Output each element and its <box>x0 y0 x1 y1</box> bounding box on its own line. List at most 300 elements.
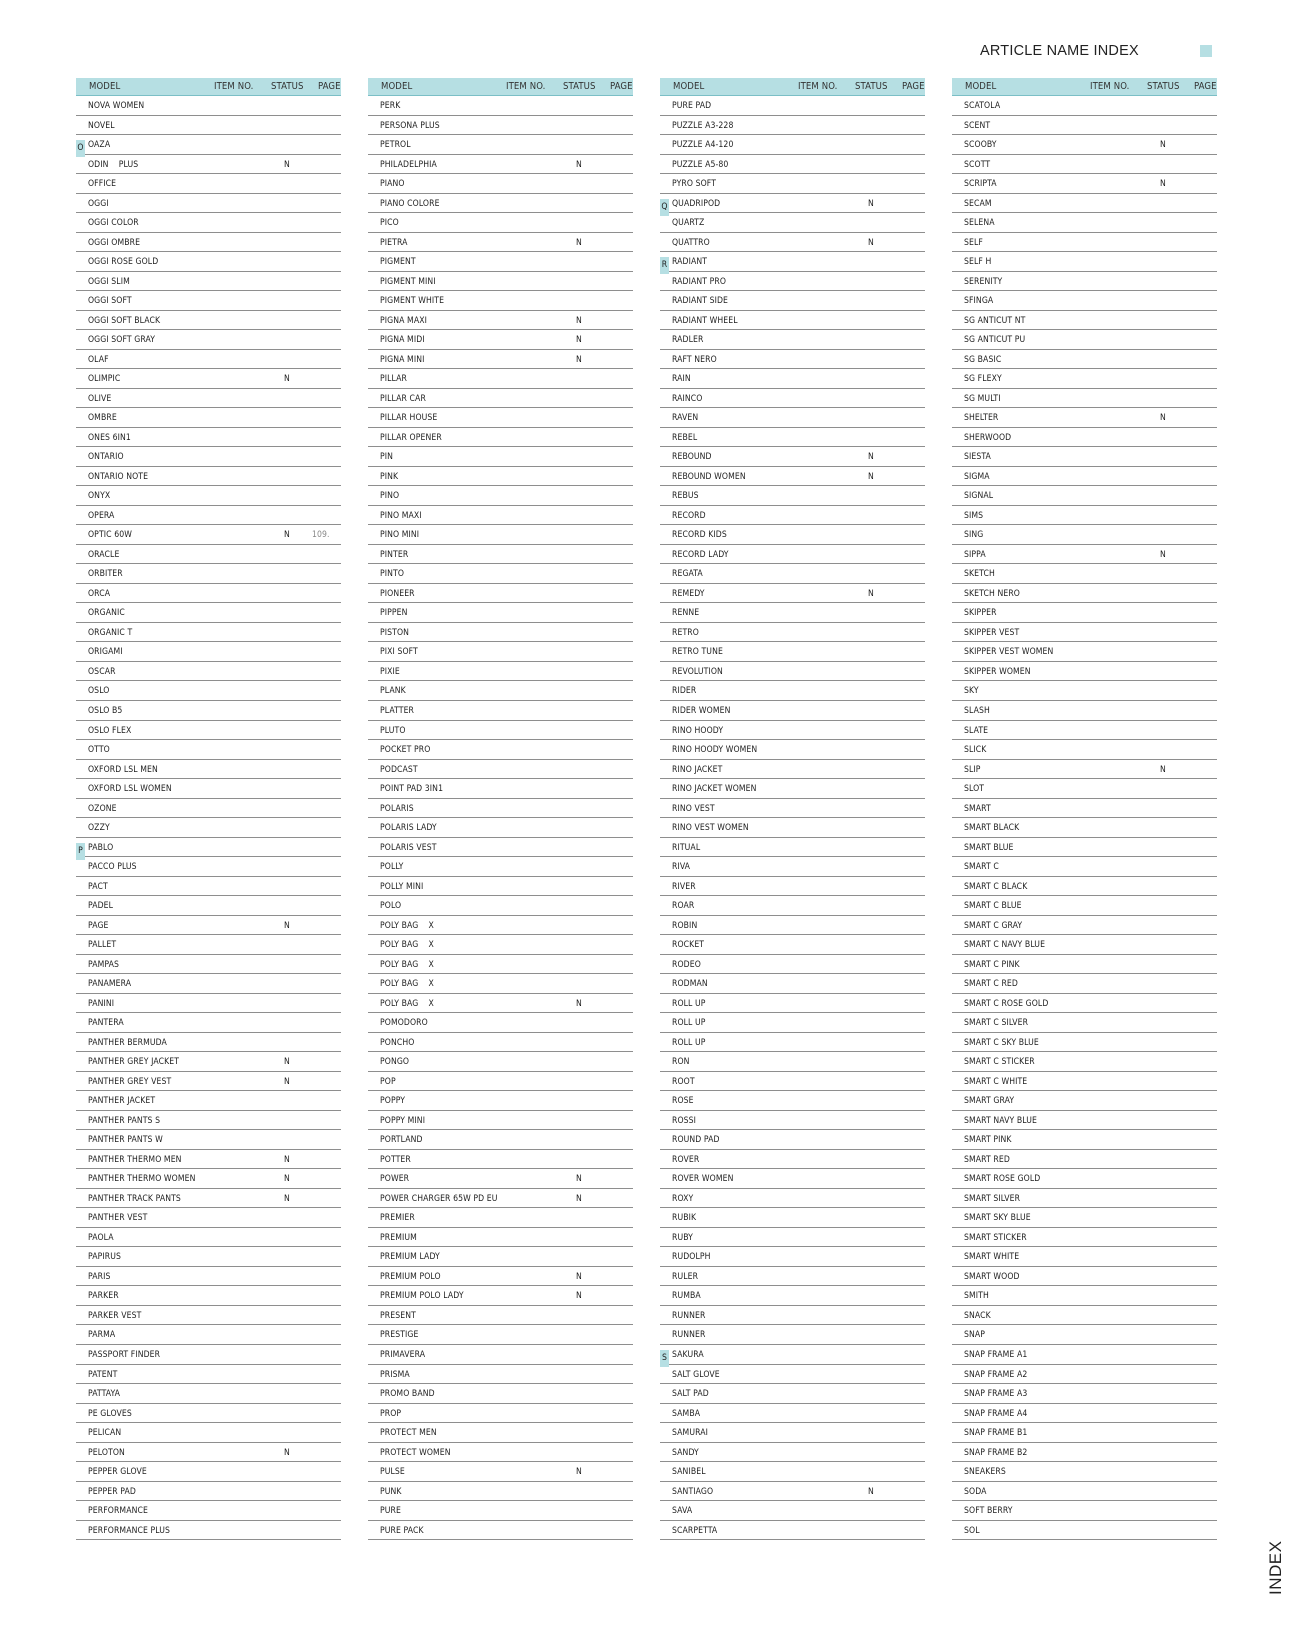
index-row <box>76 603 341 623</box>
index-row <box>952 681 1217 701</box>
index-row <box>952 369 1217 389</box>
index-row <box>76 1365 341 1385</box>
index-row <box>660 1482 925 1502</box>
index-row <box>660 1521 925 1541</box>
index-row <box>952 233 1217 253</box>
model-name: SANDY <box>672 1447 699 1458</box>
model-name: OGGI COLOR <box>88 218 139 229</box>
model-name: PINO MINI <box>380 530 420 541</box>
model-name: PAGE <box>88 920 109 931</box>
model-name: PIXIE <box>380 666 400 677</box>
model-name: OLIMPIC <box>88 374 121 385</box>
index-row <box>76 213 341 233</box>
model-name: PINTER <box>380 549 409 560</box>
model-name: PUZZLE A3-228 <box>672 120 734 131</box>
model-name: PUZZLE A4-120 <box>672 140 734 151</box>
model-name: POINT PAD 3IN1 <box>380 784 444 795</box>
model-name: SLATE <box>964 725 989 736</box>
index-row <box>368 369 633 389</box>
model-name: POLY BAG X <box>380 940 434 951</box>
index-row <box>76 233 341 253</box>
index-row <box>952 877 1217 897</box>
model-name: SMART PINK <box>964 1135 1012 1146</box>
model-name: PARMA <box>88 1330 116 1341</box>
model-name: SMART STICKER <box>964 1232 1027 1243</box>
section-letter: S <box>660 1350 669 1367</box>
model-name: SMART C STICKER <box>964 1057 1035 1068</box>
index-row <box>952 1072 1217 1092</box>
model-name: POLLY MINI <box>380 881 424 892</box>
index-row <box>368 662 633 682</box>
index-row <box>952 311 1217 331</box>
model-name: PILLAR OPENER <box>380 432 442 443</box>
header-item-no: ITEM NO. <box>1090 81 1130 92</box>
index-row <box>952 1208 1217 1228</box>
model-name: PUZZLE A5-80 <box>672 159 729 170</box>
model-name: SKIPPER WOMEN <box>964 666 1031 677</box>
index-row <box>76 1150 341 1170</box>
model-name: RADIANT WHEEL <box>672 315 738 326</box>
index-row <box>660 974 925 994</box>
model-name: OLAF <box>88 354 109 365</box>
model-name: PIGNA MINI <box>380 354 425 365</box>
model-name: ONES 6IN1 <box>88 432 131 443</box>
index-row <box>76 1052 341 1072</box>
model-name: PINK <box>380 471 399 482</box>
model-name: RUDOLPH <box>672 1252 711 1263</box>
index-row <box>952 1462 1217 1482</box>
model-name: PANTHER GREY VEST <box>88 1076 172 1087</box>
model-name: RECORD KIDS <box>672 530 727 541</box>
model-name: SKIPPER VEST WOMEN <box>964 647 1054 658</box>
index-row <box>368 135 633 155</box>
model-name: PETROL <box>380 140 411 151</box>
model-name: SCARPETTA <box>672 1525 718 1536</box>
status-value: N <box>576 335 582 346</box>
model-name: ROSSI <box>672 1115 697 1126</box>
model-name: PIGMENT MINI <box>380 276 436 287</box>
index-row <box>76 1286 341 1306</box>
index-row <box>368 116 633 136</box>
index-row <box>76 1013 341 1033</box>
model-name: RADIANT SIDE <box>672 296 729 307</box>
index-row <box>660 1169 925 1189</box>
index-row <box>368 1325 633 1345</box>
index-row <box>952 1169 1217 1189</box>
index-row <box>76 779 341 799</box>
index-row <box>76 408 341 428</box>
index-row <box>660 408 925 428</box>
model-name: POLARIS <box>380 803 414 814</box>
model-name: ORGANIC <box>88 608 125 619</box>
model-name: SKIPPER VEST <box>964 627 1020 638</box>
index-row <box>952 1306 1217 1326</box>
model-name: POLLY <box>380 862 404 873</box>
index-row <box>952 291 1217 311</box>
model-name: RINO HOODY WOMEN <box>672 745 758 756</box>
index-row <box>76 1462 341 1482</box>
header-model: MODEL <box>673 81 705 92</box>
model-name: SMART ROSE GOLD <box>964 1174 1041 1185</box>
status-value: N <box>284 1447 290 1458</box>
model-name: POLY BAG X <box>380 979 434 990</box>
index-row <box>952 1150 1217 1170</box>
index-row <box>660 1130 925 1150</box>
model-name: PLATTER <box>380 705 415 716</box>
index-row <box>952 1365 1217 1385</box>
index-row <box>660 1013 925 1033</box>
index-row <box>952 116 1217 136</box>
index-row <box>76 955 341 975</box>
status-value: N <box>576 1467 582 1478</box>
model-name: PEPPER PAD <box>88 1486 136 1497</box>
index-column-3 <box>660 78 925 1540</box>
model-name: POMODORO <box>380 1018 428 1029</box>
model-name: POP <box>380 1076 396 1087</box>
index-row <box>660 213 925 233</box>
model-name: SALT PAD <box>672 1389 709 1400</box>
index-row <box>76 1091 341 1111</box>
index-row <box>660 955 925 975</box>
model-name: SG MULTI <box>964 393 1001 404</box>
model-name: ROOT <box>672 1076 695 1087</box>
model-name: PANTHER JACKET <box>88 1096 156 1107</box>
model-name: SING <box>964 530 984 541</box>
model-name: OFFICE <box>88 179 117 190</box>
model-name: PIONEER <box>380 588 415 599</box>
index-row <box>368 1482 633 1502</box>
model-name: RAFT NERO <box>672 354 717 365</box>
index-row <box>952 1501 1217 1521</box>
index-row <box>660 252 925 272</box>
index-row <box>952 1033 1217 1053</box>
index-row <box>952 1404 1217 1424</box>
model-name: PURE <box>380 1506 401 1517</box>
index-row <box>952 389 1217 409</box>
model-name: PIN <box>380 452 394 463</box>
index-row <box>660 1247 925 1267</box>
index-row <box>368 1228 633 1248</box>
model-name: PANTERA <box>88 1018 124 1029</box>
model-name: SMART NAVY BLUE <box>964 1115 1037 1126</box>
index-row <box>76 291 341 311</box>
index-row <box>952 1247 1217 1267</box>
model-name: PIGNA MAXI <box>380 315 427 326</box>
index-row <box>952 740 1217 760</box>
index-row <box>368 272 633 292</box>
index-row <box>368 389 633 409</box>
model-name: PREMIUM POLO LADY <box>380 1291 464 1302</box>
model-name: SANIBEL <box>672 1467 706 1478</box>
model-name: PRIMAVERA <box>380 1350 426 1360</box>
model-name: PACT <box>88 881 108 892</box>
model-name: OSCAR <box>88 666 116 677</box>
model-name: ROLL UP <box>672 1037 706 1048</box>
model-name: OGGI SOFT <box>88 296 132 307</box>
index-row <box>76 623 341 643</box>
index-row <box>660 291 925 311</box>
model-name: PLANK <box>380 686 406 697</box>
status-value: N <box>868 452 874 463</box>
model-name: PIETRA <box>380 237 408 248</box>
index-row <box>76 1443 341 1463</box>
index-row <box>368 155 633 175</box>
model-name: RETRO TUNE <box>672 647 723 658</box>
model-name: OGGI OMBRE <box>88 237 141 248</box>
index-row <box>76 1325 341 1345</box>
model-name: PINO MAXI <box>380 510 422 521</box>
model-name: OSLO FLEX <box>88 725 132 736</box>
model-name: SIPPA <box>964 549 986 560</box>
model-name: NOVEL <box>88 120 115 131</box>
model-name: PINO <box>380 491 400 502</box>
model-name: PANTHER TRACK PANTS <box>88 1193 181 1204</box>
status-value: N <box>284 1174 290 1185</box>
model-name: NOVA WOMEN <box>88 101 145 111</box>
column-header <box>76 78 341 96</box>
index-row <box>76 818 341 838</box>
model-name: PILLAR CAR <box>380 393 426 404</box>
header-page: PAGE <box>902 81 925 92</box>
header-status: STATUS <box>563 81 596 92</box>
model-name: QUADRIPOD <box>672 198 721 209</box>
model-name: SAMURAI <box>672 1428 708 1439</box>
model-name: POLO <box>380 901 402 912</box>
index-row <box>952 974 1217 994</box>
model-name: ROAR <box>672 901 695 912</box>
model-name: ORACLE <box>88 549 120 560</box>
model-name: ROVER <box>672 1154 700 1165</box>
index-row <box>368 506 633 526</box>
status-value: N <box>284 1193 290 1204</box>
index-row <box>76 1130 341 1150</box>
index-row <box>660 1345 925 1365</box>
model-name: PILLAR HOUSE <box>380 413 438 424</box>
index-row <box>368 330 633 350</box>
model-name: PERFORMANCE PLUS <box>88 1525 171 1536</box>
model-name: SIESTA <box>964 452 991 463</box>
index-row <box>952 896 1217 916</box>
index-row <box>952 935 1217 955</box>
status-value: N <box>868 471 874 482</box>
model-name: PERSONA PLUS <box>380 120 440 131</box>
index-row <box>952 1443 1217 1463</box>
model-name: SOFT BERRY <box>964 1506 1013 1517</box>
model-name: SECAM <box>964 198 992 209</box>
model-name: RUBY <box>672 1232 693 1243</box>
model-name: PASSPORT FINDER <box>88 1350 161 1360</box>
status-value: N <box>284 1154 290 1165</box>
index-row <box>952 1130 1217 1150</box>
model-name: SNAP FRAME A3 <box>964 1389 1028 1400</box>
status-value: N <box>576 998 582 1009</box>
index-row <box>952 857 1217 877</box>
index-row <box>660 311 925 331</box>
index-row <box>76 799 341 819</box>
index-row <box>660 916 925 936</box>
index-row <box>368 467 633 487</box>
model-name: SMART C BLACK <box>964 881 1028 892</box>
index-row <box>660 838 925 858</box>
model-name: RODMAN <box>672 979 708 990</box>
index-row <box>76 1072 341 1092</box>
model-name: QUARTZ <box>672 218 705 229</box>
header-model: MODEL <box>89 81 121 92</box>
index-row <box>660 760 925 780</box>
index-row <box>368 779 633 799</box>
index-row <box>660 1267 925 1287</box>
model-name: RETRO <box>672 627 699 638</box>
index-row <box>76 974 341 994</box>
header-page: PAGE <box>1194 81 1217 92</box>
index-row <box>952 799 1217 819</box>
header-item-no: ITEM NO. <box>506 81 546 92</box>
index-row <box>952 916 1217 936</box>
header-item-no: ITEM NO. <box>214 81 254 92</box>
index-row <box>660 486 925 506</box>
model-name: RINO VEST WOMEN <box>672 823 749 834</box>
index-row <box>76 1033 341 1053</box>
model-name: POLY BAG X <box>380 920 434 931</box>
model-name: PURE PACK <box>380 1525 424 1536</box>
model-name: SKETCH NERO <box>964 588 1020 599</box>
status-value: N <box>284 530 290 541</box>
index-row <box>952 760 1217 780</box>
model-name: REMEDY <box>672 588 705 599</box>
index-row <box>368 1052 633 1072</box>
index-row <box>952 955 1217 975</box>
model-name: RAIN <box>672 374 691 385</box>
index-row <box>368 974 633 994</box>
index-row <box>660 389 925 409</box>
model-name: PROP <box>380 1408 402 1419</box>
model-name: SMART C SKY BLUE <box>964 1037 1039 1048</box>
model-name: REBOUND WOMEN <box>672 471 746 482</box>
index-row <box>660 1189 925 1209</box>
model-name: OLIVE <box>88 393 112 404</box>
model-name: PIGMENT <box>380 257 416 268</box>
index-row <box>76 135 341 155</box>
index-row <box>660 1501 925 1521</box>
model-name: SMART C GRAY <box>964 920 1023 931</box>
index-row <box>952 623 1217 643</box>
model-name: OAZA <box>88 140 111 151</box>
index-row <box>660 877 925 897</box>
model-name: SELF <box>964 237 983 248</box>
index-row <box>952 1345 1217 1365</box>
index-row <box>368 1521 633 1541</box>
index-row <box>368 1423 633 1443</box>
index-row <box>660 1462 925 1482</box>
index-row <box>368 721 633 741</box>
model-name: PANTHER PANTS W <box>88 1135 163 1146</box>
index-row <box>76 1404 341 1424</box>
index-row <box>368 350 633 370</box>
index-row <box>368 1150 633 1170</box>
index-row <box>660 994 925 1014</box>
index-row <box>660 1325 925 1345</box>
status-value: N <box>1160 413 1166 424</box>
index-row <box>76 428 341 448</box>
index-row <box>952 701 1217 721</box>
model-name: OPERA <box>88 510 115 521</box>
status-value: N <box>1160 549 1166 560</box>
status-value: N <box>576 315 582 326</box>
model-name: SAKURA <box>672 1350 704 1360</box>
model-name: OGGI SOFT GRAY <box>88 335 156 346</box>
model-name: REBOUND <box>672 452 712 463</box>
model-name: RADIANT PRO <box>672 276 727 287</box>
model-name: SFINGA <box>964 296 994 307</box>
model-name: PIGMENT WHITE <box>380 296 445 307</box>
index-row <box>368 252 633 272</box>
index-row <box>76 1169 341 1189</box>
index-row <box>952 1013 1217 1033</box>
index-row <box>952 252 1217 272</box>
model-name: OXFORD LSL MEN <box>88 764 158 775</box>
index-row <box>368 1169 633 1189</box>
index-row <box>952 1228 1217 1248</box>
index-row <box>952 1521 1217 1541</box>
model-name: RUNNER <box>672 1310 706 1321</box>
column-header <box>368 78 633 96</box>
index-row <box>368 994 633 1014</box>
model-name: SERENITY <box>964 276 1003 287</box>
index-row <box>368 525 633 545</box>
model-name: SELENA <box>964 218 995 229</box>
index-row <box>660 857 925 877</box>
model-name: OXFORD LSL WOMEN <box>88 784 172 795</box>
index-row <box>660 1306 925 1326</box>
section-letter: Q <box>660 199 669 216</box>
model-name: RIVA <box>672 862 691 873</box>
index-row <box>76 721 341 741</box>
model-name: REGATA <box>672 569 703 580</box>
index-row <box>368 1404 633 1424</box>
model-name: PROTECT MEN <box>380 1428 437 1439</box>
model-name: SMART C <box>964 862 999 873</box>
model-name: PREMIUM <box>380 1232 417 1243</box>
index-row <box>952 662 1217 682</box>
index-row <box>76 96 341 116</box>
model-name: SAVA <box>672 1506 693 1517</box>
model-name: ONTARIO NOTE <box>88 471 149 482</box>
index-row <box>952 525 1217 545</box>
index-row <box>368 1072 633 1092</box>
model-name: REBEL <box>672 432 698 443</box>
model-name: RON <box>672 1057 690 1068</box>
index-row <box>76 994 341 1014</box>
index-row <box>660 447 925 467</box>
index-row <box>660 623 925 643</box>
index-row <box>660 194 925 214</box>
model-name: POLARIS LADY <box>380 823 437 834</box>
index-row <box>660 721 925 741</box>
index-row <box>952 994 1217 1014</box>
status-value: N <box>868 588 874 599</box>
index-row <box>76 447 341 467</box>
model-name: RENNE <box>672 608 700 619</box>
model-name: PAOLA <box>88 1232 114 1243</box>
index-row <box>660 1384 925 1404</box>
index-row <box>76 1306 341 1326</box>
index-row <box>952 1052 1217 1072</box>
section-letter: O <box>76 140 85 157</box>
index-row <box>952 721 1217 741</box>
model-name: RIVER <box>672 881 696 892</box>
model-name: OGGI <box>88 198 109 209</box>
index-row <box>952 1267 1217 1287</box>
